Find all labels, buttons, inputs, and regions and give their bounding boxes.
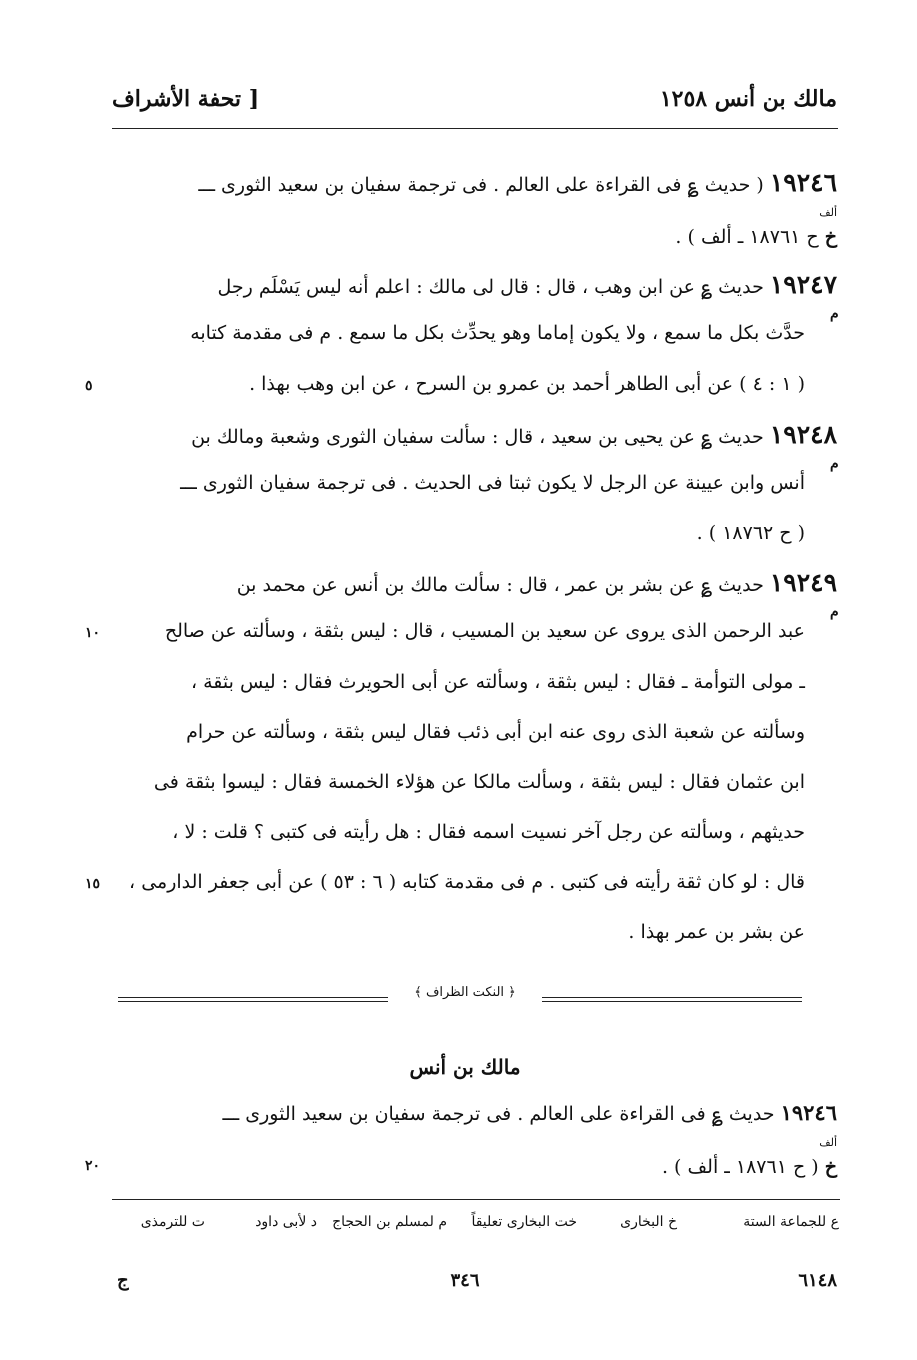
entry-number: ١٩٢٤٨ <box>769 420 837 449</box>
m-mark: م <box>830 306 839 322</box>
running-title-left: [ تحفة الأشراف <box>112 86 260 112</box>
nukat-entry-line-1: ١٩٢٤٦ حديث ؏ فى القراءة على العالم . فى ترجمة سفيان بن سعيد الثورى ـــ <box>222 1100 837 1125</box>
nukat-entry-line-2: خ ( ح ١٨٧٦١ ـ ألف ) . <box>661 1156 837 1178</box>
separator-rule-left <box>118 997 388 998</box>
alif-mark: ألف <box>819 1136 837 1149</box>
entry-19248-line-3: ( ح ١٨٧٦٢ ) . <box>696 522 805 544</box>
entry-number: ١٩٢٤٦ <box>769 168 837 197</box>
running-title-right: مالك بن أنس ١٢٥٨ <box>659 86 837 112</box>
abbr-bukhari-taliq: خت البخارى تعليقاً <box>471 1214 577 1230</box>
entry-19249-line-8: عن بشر بن عمر بهذا . <box>628 921 805 943</box>
entry-19249-line-5: ابن عثمان فقال : ليس بثقة ، وسألت مالكا عن هؤلاء الخمسة فقال : ليسوا بثقة فى <box>153 771 805 793</box>
abbr-abu-dawud: د لأبى داود <box>255 1214 317 1230</box>
kh-mark: خ <box>824 1156 837 1178</box>
abbr-muslim: م لمسلم بن الحجاج <box>332 1214 447 1230</box>
nukat-section-title: مالك بن أنس <box>409 1055 521 1079</box>
separator-rule-right-2 <box>542 1001 802 1002</box>
entry-19249-line-7: قال : لو كان ثقة رأيته فى كتبى . م فى مقدمة كتابه ( ٦ : ٥٣ ) عن أبى جعفر الدارمى ، <box>129 871 805 893</box>
entry-19249-line-3: ـ مولى التوأمة ـ فقال : ليس بثقة ، وسألته عن أبى الحويرث فقال : ليس بثقة ، <box>190 671 805 693</box>
line-number-20: ٢٠ <box>85 1158 101 1174</box>
abbr-bukhari: خ البخارى <box>620 1214 677 1230</box>
kh-mark: خ <box>824 226 837 248</box>
separator-rule-left-2 <box>118 1001 388 1002</box>
entry-19249-line-1: ١٩٢٤٩ حديث ؏ عن بشر بن عمر ، قال : سألت مالك بن أنس عن محمد بن <box>236 568 837 597</box>
entry-19248-line-2: أنس وابن عيينة عن الرجل لا يكون ثبتا فى الحديث . فى ترجمة سفيان الثورى ـــ <box>180 472 805 494</box>
entry-19248-line-1: ١٩٢٤٨ حديث ؏ عن يحيى بن سعيد ، قال : سألت سفيان الثورى وشعبة ومالك بن <box>191 420 837 449</box>
entry-19247-line-1: ١٩٢٤٧ حديث ؏ عن ابن وهب ، قال : قال لى مالك : اعلم أنه ليس يَسْلَم رجل <box>217 270 837 299</box>
bottom-ref-number: ٦١٤٨ <box>798 1270 837 1291</box>
entry-number: ١٩٢٤٦ <box>780 1100 837 1125</box>
nukat-separator-label: ﴿ النكت الظراف ﴾ <box>390 985 540 1000</box>
line-number-15: ١٥ <box>85 876 101 892</box>
line-number-5: ٥ <box>85 378 93 394</box>
page-number: ٣٤٦ <box>450 1270 480 1291</box>
entry-19247-line-2: حدَّث بكل ما سمع ، ولا يكون إماما وهو يحدِّث بكل ما سمع . م فى مقدمة كتابه <box>190 322 805 344</box>
footnote-rule <box>112 1199 840 1200</box>
abbr-tirmidhi: ت للترمذى <box>140 1214 205 1230</box>
entry-19249-line-2: عبد الرحمن الذى يروى عن سعيد بن المسيب ، قال : ليس بثقة ، وسألته عن صالح <box>164 620 805 642</box>
signature-letter: ج <box>117 1270 129 1291</box>
entry-19249-line-4: وسألته عن شعبة الذى روى عنه ابن أبى ذئب فقال ليس بثقة ، وسألته عن حرام <box>186 721 805 743</box>
line-number-10: ١٠ <box>85 625 101 641</box>
m-mark: م <box>830 604 839 620</box>
separator-rule-right <box>542 997 802 998</box>
entry-19247-line-3: ( ١ : ٤ ) عن أبى الطاهر أحمد بن عمرو بن السرح ، عن ابن وهب بهذا . <box>249 373 805 395</box>
alif-mark: ألف <box>819 206 837 219</box>
entry-number: ١٩٢٤٧ <box>769 270 837 299</box>
entry-19249-line-6: حديثهم ، وسألته عن رجل آخر نسيت اسمه فقال : هل رأيته فى كتبى ؟ قلت : لا ، <box>172 821 805 843</box>
header-rule <box>112 128 838 129</box>
abbr-jamaa: ع للجماعة الستة <box>743 1214 839 1230</box>
m-mark: م <box>830 456 839 472</box>
entry-19246-line-1: ١٩٢٤٦ ( حديث ؏ فى القراءة على العالم . فى ترجمة سفيان بن سعيد الثورى ـــ <box>198 168 837 197</box>
entry-19246-line-2: خ ح ١٨٧٦١ ـ ألف ) . <box>675 226 837 248</box>
entry-number: ١٩٢٤٩ <box>769 568 837 597</box>
